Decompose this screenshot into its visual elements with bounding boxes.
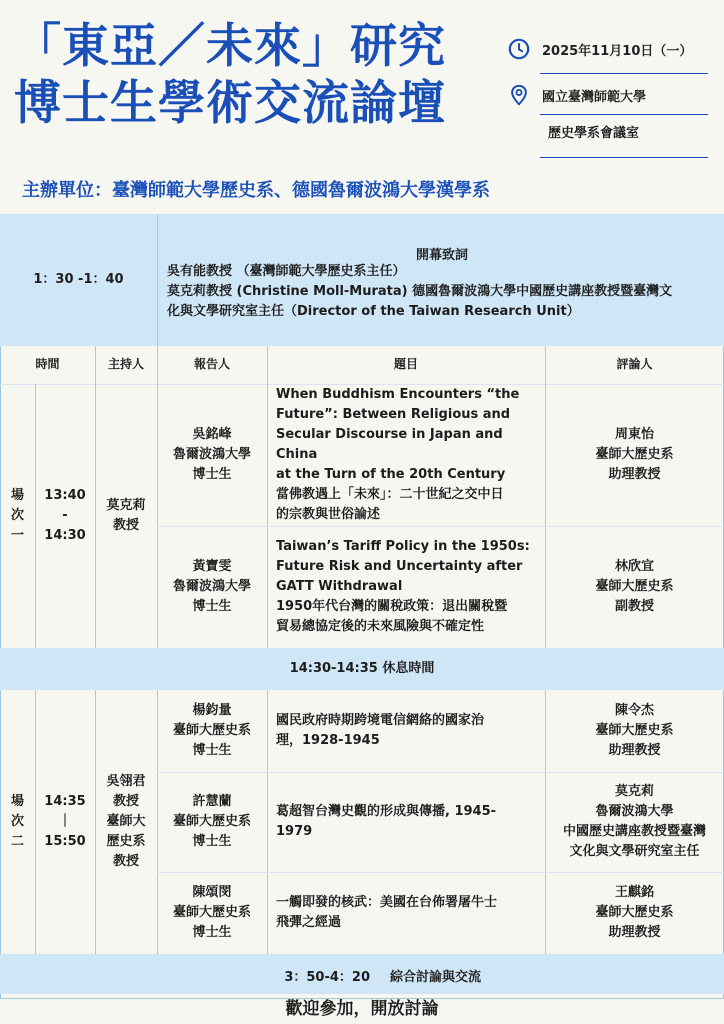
s1t2-topic bbox=[276, 526, 542, 648]
session2-label bbox=[0, 690, 35, 954]
s2t2-presenter-affil: 臺師大歷史系 bbox=[172, 814, 251, 829]
session2-time-end: 15:50 bbox=[44, 834, 86, 849]
s1t2-discussant bbox=[545, 526, 724, 648]
s2t2-discussant-title-2: 文化與文學研究室主任 bbox=[569, 844, 700, 859]
header-topic: 題目 bbox=[393, 357, 418, 371]
s1t1-presenter-name: 吳銘峰 bbox=[192, 427, 232, 442]
closing-label: 綜合討論與交流 bbox=[390, 970, 482, 985]
session2-chair bbox=[95, 690, 157, 954]
s1t2-presenter-name: 黃寶雯 bbox=[192, 559, 232, 574]
s1t1-presenter bbox=[157, 384, 267, 526]
session2-chair-affil-1: 臺師大 bbox=[106, 814, 146, 829]
s2t2-presenter bbox=[157, 772, 267, 872]
s1t1-discussant-affil: 臺師大歷史系 bbox=[595, 447, 674, 462]
s2t1-discussant-affil: 臺師大歷史系 bbox=[595, 723, 674, 738]
s2t1-presenter-name: 楊鈞量 bbox=[192, 703, 232, 718]
title-line-2: 博士生學術交流論壇 bbox=[14, 76, 446, 131]
s1t1-topic bbox=[276, 384, 542, 526]
s1t2-presenter-affil: 魯爾波鴻大學 bbox=[172, 579, 251, 594]
s2t2-presenter-role: 博士生 bbox=[192, 834, 232, 849]
session2-label-2: 次 bbox=[10, 814, 24, 829]
session2-chair-affil-2: 歷史系 bbox=[106, 834, 146, 849]
s2t1-presenter-affil: 臺師大歷史系 bbox=[172, 723, 251, 738]
info-divider-1 bbox=[540, 73, 708, 74]
session2-time-sep: ｜ bbox=[58, 814, 72, 829]
event-title bbox=[14, 18, 446, 132]
s2t2-topic-l1: 葛超智台灣史觀的形成與傳播, 1945- bbox=[276, 804, 497, 819]
session1-label-3: 一 bbox=[10, 528, 24, 543]
s1t1-presenter-role: 博士生 bbox=[192, 467, 232, 482]
s1t1-discussant-name: 周東怡 bbox=[614, 427, 654, 442]
event-date: 2025年11月10日（一） bbox=[542, 43, 693, 59]
opening-speaker-2: 莫克莉教授 (Christine Moll-Murata) 德國魯爾波鴻大學中國歷史講座教授暨臺灣文 bbox=[167, 284, 673, 299]
s1t2-topic-l3: GATT Withdrawal bbox=[276, 579, 403, 594]
info-divider-3 bbox=[540, 157, 708, 158]
s1-line-d bbox=[267, 346, 268, 648]
opening-speakers bbox=[167, 262, 722, 322]
s1t2-presenter bbox=[157, 526, 267, 648]
s2t3-presenter-name: 陳頌閔 bbox=[192, 885, 232, 900]
session1-chair-title: 教授 bbox=[112, 518, 139, 533]
s1t2-topic-l4: 1950年代台灣的關稅政策：退出關稅暨 bbox=[276, 599, 508, 614]
venue-line-1: 國立臺灣師範大學 bbox=[542, 89, 647, 105]
opening-time: 1：30 -1：40 bbox=[33, 272, 124, 287]
closing-time: 3：50-4：20 bbox=[284, 970, 370, 985]
s1t2-presenter-role: 博士生 bbox=[192, 599, 232, 614]
opening-speaker-2-cont: 化與文學研究室主任（Director of the Taiwan Research Unit） bbox=[167, 304, 580, 319]
s2t3-topic-l1: 一觸即發的核武：美國在台佈署屠牛士 bbox=[276, 895, 498, 910]
date-row bbox=[508, 38, 692, 60]
organizer-line: 主辦單位：臺灣師範大學歷史系、德國魯爾波鴻大學漢學系 bbox=[22, 180, 490, 201]
session1-time-sep: - bbox=[62, 508, 68, 523]
s2t1-discussant bbox=[545, 690, 724, 772]
s1t2-topic-l5: 貿易總協定後的未來風險與不確定性 bbox=[276, 619, 485, 634]
clock-icon bbox=[508, 38, 530, 60]
s1t1-topic-l6: 的宗教與世俗論述 bbox=[276, 507, 381, 522]
header-time: 時間 bbox=[35, 357, 60, 371]
s2t2-discussant-name: 莫克莉 bbox=[614, 784, 654, 799]
s2t2-discussant bbox=[545, 772, 724, 872]
s2t3-presenter-affil: 臺師大歷史系 bbox=[172, 905, 251, 920]
s2t2-presenter-name: 許慧蘭 bbox=[192, 794, 232, 809]
s1t1-topic-l2: Future”: Between Religious and bbox=[276, 407, 511, 422]
s2t1-presenter bbox=[157, 690, 267, 772]
session1-chair bbox=[95, 384, 157, 648]
session2-label-3: 二 bbox=[10, 834, 24, 849]
session1-chair-name: 莫克莉 bbox=[106, 498, 146, 513]
header-chair: 主持人 bbox=[107, 357, 144, 371]
s1t1-discussant bbox=[545, 384, 724, 526]
s2t3-presenter bbox=[157, 872, 267, 954]
s2t3-topic bbox=[276, 872, 542, 954]
header-presenter: 報告人 bbox=[193, 357, 230, 371]
opening-divider bbox=[157, 214, 158, 346]
venue-row bbox=[508, 84, 646, 106]
s2t1-presenter-role: 博士生 bbox=[192, 743, 232, 758]
session2-chair-affil-3: 教授 bbox=[112, 854, 139, 869]
session1-time-end: 14:30 bbox=[44, 528, 86, 543]
session1-label bbox=[0, 384, 35, 648]
s2t1-topic-l1: 國民政府時期跨境電信網絡的國家治 bbox=[276, 713, 485, 728]
s1t1-topic-l3: Secular Discourse in Japan and China bbox=[276, 427, 503, 462]
s2t1-topic-l2: 理，1928-1945 bbox=[276, 733, 380, 748]
s2t1-discussant-title: 助理教授 bbox=[608, 743, 661, 758]
s2t3-discussant-title: 助理教授 bbox=[608, 925, 661, 940]
s1t1-topic-l4: at the Turn of the 20th Century bbox=[276, 467, 506, 482]
s2t2-topic-l2: 1979 bbox=[276, 824, 313, 839]
opening-title: 開幕致詞 bbox=[415, 248, 468, 263]
opening-speaker-1: 吳有能教授 （臺灣師範大學歷史系主任） bbox=[167, 264, 406, 279]
session1-time bbox=[35, 384, 95, 648]
s2t1-topic bbox=[276, 690, 542, 772]
s1t1-discussant-title: 助理教授 bbox=[608, 467, 661, 482]
s1t2-discussant-name: 林欣宜 bbox=[614, 559, 654, 574]
s1t1-topic-l5: 當佛教遇上「未來」：二十世紀之交中日 bbox=[276, 487, 504, 502]
s2t3-discussant-name: 王麒銘 bbox=[614, 885, 654, 900]
header-discussant: 評論人 bbox=[616, 357, 653, 371]
s1t2-discussant-title: 副教授 bbox=[614, 599, 654, 614]
s2t3-topic-l2: 飛彈之經過 bbox=[276, 915, 342, 930]
session1-time-start: 13:40 bbox=[44, 488, 86, 503]
session2-chair-title: 教授 bbox=[112, 794, 139, 809]
s2t3-discussant-affil: 臺師大歷史系 bbox=[595, 905, 674, 920]
location-pin-icon bbox=[508, 84, 530, 106]
s1t2-topic-l2: Future Risk and Uncertainty after bbox=[276, 559, 523, 574]
session2-time bbox=[35, 690, 95, 954]
s2t2-discussant-affil: 魯爾波鴻大學 bbox=[595, 804, 674, 819]
s2t1-discussant-name: 陳令杰 bbox=[614, 703, 654, 718]
s2-line-d bbox=[267, 690, 268, 954]
s1t2-discussant-affil: 臺師大歷史系 bbox=[595, 579, 674, 594]
s2t2-topic bbox=[276, 772, 542, 872]
s2t2-discussant-title: 中國歷史講座教授暨臺灣 bbox=[562, 824, 706, 839]
session2-chair-name: 吳翎君 bbox=[106, 774, 146, 789]
info-divider-2 bbox=[540, 114, 708, 115]
s1t2-topic-l1: Taiwan’s Tariff Policy in the 1950s: bbox=[276, 539, 530, 554]
session2-label-1: 場 bbox=[10, 794, 24, 809]
venue-line-2: 歷史學系會議室 bbox=[548, 126, 640, 141]
s2t3-discussant bbox=[545, 872, 724, 954]
footer-invitation: 歡迎參加，開放討論 bbox=[285, 999, 439, 1019]
title-line-1: 「東亞／未來」研究 bbox=[14, 19, 446, 74]
s1t1-presenter-affil: 魯爾波鴻大學 bbox=[172, 447, 251, 462]
break-label: 14:30-14:35 休息時間 bbox=[289, 661, 435, 676]
session2-time-start: 14:35 bbox=[44, 794, 86, 809]
session1-label-2: 次 bbox=[10, 508, 24, 523]
s2t3-presenter-role: 博士生 bbox=[192, 925, 232, 940]
session1-label-1: 場 bbox=[10, 488, 24, 503]
s1t1-topic-l1: When Buddhism Encounters “the bbox=[276, 387, 520, 402]
